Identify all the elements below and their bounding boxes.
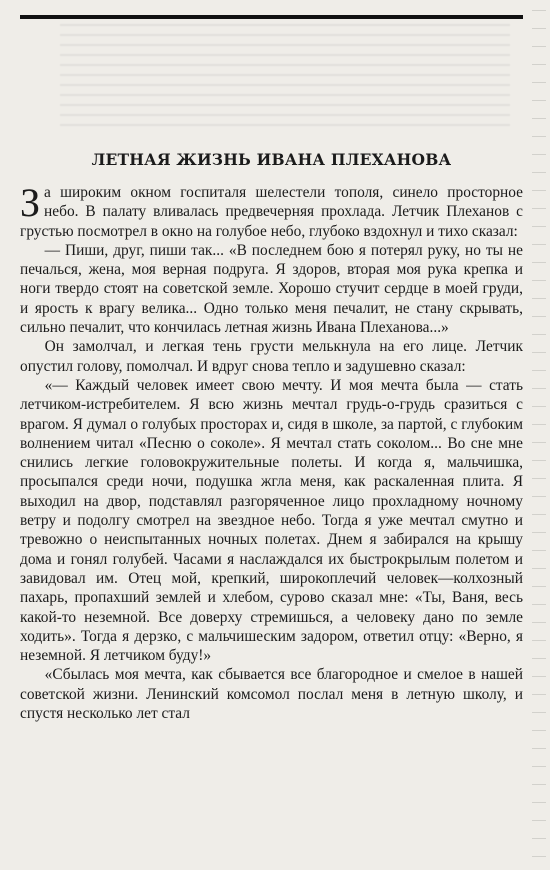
- paragraph-5: «Сбылась моя мечта, как сбывается все благородное и смелое в нашей советской жизни. Ленинский комсомол послал меня в летную школу, и спустя несколько лет стал: [20, 666, 523, 723]
- article-title: ЛЕТНАЯ ЖИЗНЬ ИВАНА ПЛЕХАНОВА: [91, 150, 452, 169]
- article-body: [20, 180, 523, 723]
- page-edge-shadow: [532, 10, 546, 870]
- paragraph-1-text: а широким окном госпиталя шелестели тополя, синело просторное небо. В палату вливалась предвечерняя прохлада. Летчик Плеханов с грустью посмотрел в окно на голубое небо, глубоко вздохнул и тихо сказал:: [20, 184, 523, 240]
- paragraph-4: «— Каждый человек имеет свою мечту. И моя мечта была — стать летчиком-истребителем. Я всю жизнь мечтал грудь-о-грудь сразиться с врагом. Я думал о голубых просторах и, сидя в школе, за партой, с глубоким волнением читал «Песню о соколе». Я мечтал стать соколом... Во сне мне снились легкие головокружительные полеты. И когда я, мальчишка, просыпался среди ночи, подушка жгла меня, как раскаленная плита. Я выходил на двор, подставлял разгоряченное лицо прохладному ночному ветру и подолгу смотрел на звездное небо. Тогда я уже мечтал смутно и тревожно о неиспытанных ночных полетах. Днем я забирался на крышу дома и гонял голубей. Часами я наслаждался их быстрокрылым полетом и завидовал им. Отец мой, крепкий, широкоплечий человек—колхозный пахарь, пропахший землей и хлебом, сурово сказал мне: «Ты, Ваня, весь какой-то неземной. Все доверху стремишься, а человеку дано по земле ходить». Тогда я дерзко, с мальчишеским задором, ответил отцу: «Верно, я неземной. Я летчиком буду!»: [20, 376, 523, 665]
- paragraph-1: [20, 180, 523, 241]
- paragraph-3: Он замолчал, и легкая тень грусти мелькнула на его лице. Летчик опустил голову, помолчал. И вдруг снова тепло и задушевно сказал:: [20, 338, 523, 375]
- top-rule: [20, 15, 523, 19]
- bleed-through-text: [60, 24, 510, 134]
- drop-cap: З: [20, 180, 41, 225]
- paragraph-2: — Пиши, друг, пиши так... «В последнем бою я потерял руку, но ты не печалься, жена, моя верная подруга. Я здоров, вторая моя рука крепка и ноги твердо стоят на советской земле. Хорошо стучит сердце в моей груди, и ярость к врагу велика... Одно только меня печалит, не стану скрывать, сильно печалит, что кончилась летная жизнь Ивана Плеханова...»: [20, 241, 523, 337]
